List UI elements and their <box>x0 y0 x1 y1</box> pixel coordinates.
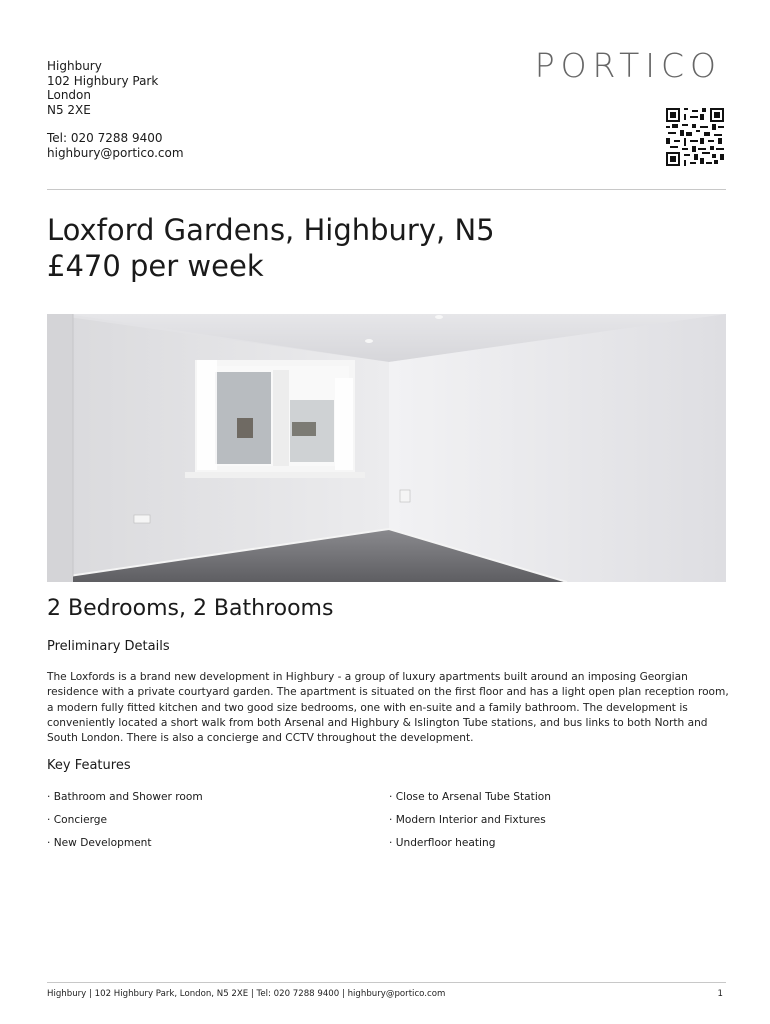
footer-divider <box>47 982 726 983</box>
rooms-summary: 2 Bedrooms, 2 Bathrooms <box>47 596 334 621</box>
property-title <box>47 212 495 284</box>
office-postcode: N5 2XE <box>47 102 91 117</box>
office-name: Highbury <box>47 59 102 73</box>
property-photo <box>47 314 726 582</box>
office-details <box>47 59 184 161</box>
feature-item: · Concierge <box>47 814 108 826</box>
feature-item: · Bathroom and Shower room <box>47 791 203 803</box>
property-description: The Loxfords is a brand new development in Highbury - a group of luxury apartments built around an imposing Georgian residence with a private courtyard garden. The apartment is situated on the first floor and has a light open plan reception room, a modern fully fitted kitchen and two good size bedrooms, one with en-suite and a family bathroom. The development is conveniently located a short walk from both Arsenal and Highbury & Islington Tube stations, and bus links to both North and South London. There is also a concierge and CCTV throughout the development. <box>47 671 729 745</box>
feature-item: · New Development <box>47 837 152 849</box>
portico-logo: PORTICO <box>534 46 722 85</box>
office-email: highbury@portico.com <box>47 145 184 160</box>
feature-item: · Modern Interior and Fixtures <box>389 814 546 826</box>
key-features-heading: Key Features <box>47 758 131 773</box>
property-address: Loxford Gardens, Highbury, N5 <box>47 213 495 247</box>
footer-contact: Highbury | 102 Highbury Park, London, N5 2XE | Tel: 020 7288 9400 | highbury@portico.com <box>47 989 446 999</box>
page-number: 1 <box>717 989 723 999</box>
office-telephone: Tel: 020 7288 9400 <box>47 131 163 146</box>
qr-code-icon <box>666 108 724 166</box>
feature-item: · Underfloor heating <box>389 837 496 849</box>
office-city: London <box>47 88 91 103</box>
preliminary-details-heading: Preliminary Details <box>47 639 170 654</box>
features-right-list <box>389 790 551 859</box>
header-divider <box>47 189 726 190</box>
feature-item: · Close to Arsenal Tube Station <box>389 791 551 803</box>
office-address: 102 Highbury Park <box>47 73 159 88</box>
property-price: £470 per week <box>47 249 264 283</box>
features-left-list <box>47 790 203 859</box>
